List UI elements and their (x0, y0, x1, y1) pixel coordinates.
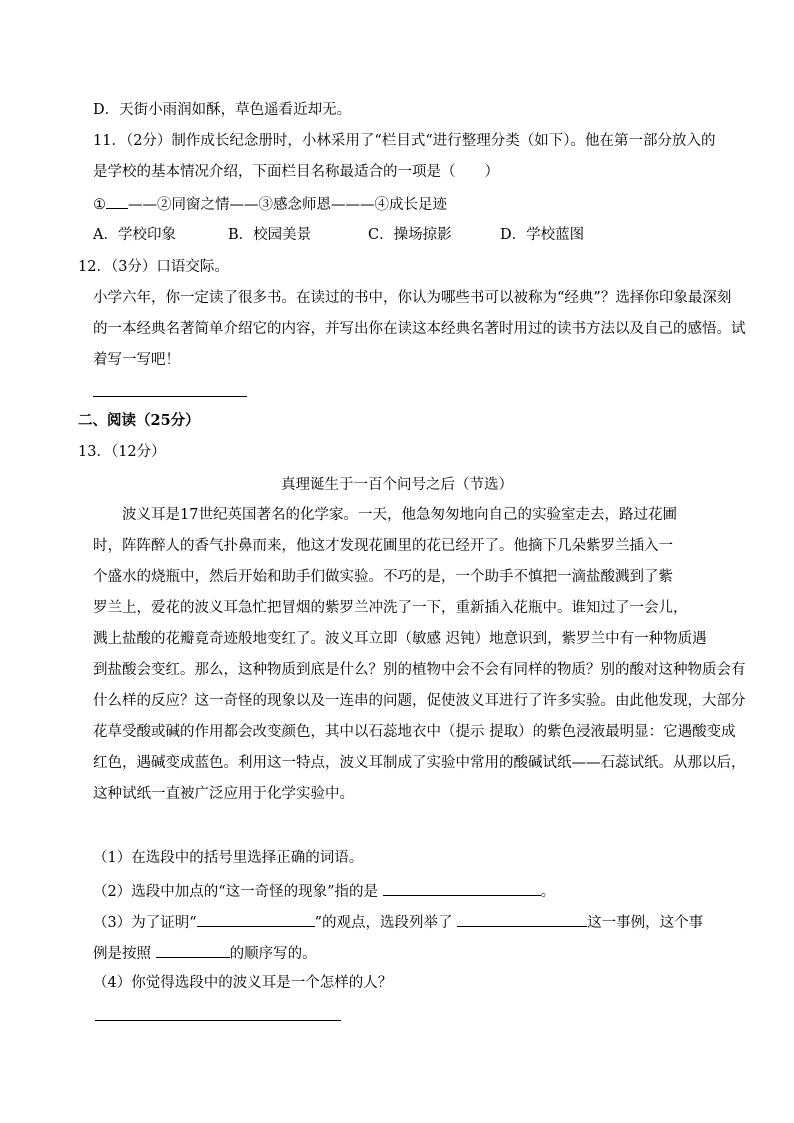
q13-sub2 (93, 880, 555, 902)
q13-sub3-example-blank[interactable] (457, 911, 587, 927)
q11-option-d[interactable]: D．学校蓝图 (500, 227, 585, 243)
q13-sub2-blank[interactable] (383, 880, 541, 896)
passage-line: 波义耳是17世纪英国著名的化学家。一天，他急匆匆地向自己的实验室走去，路过花圃 (93, 507, 677, 523)
q13-sub4-answer-line[interactable] (95, 1020, 341, 1021)
q13-header: 13．（12分） (78, 444, 166, 460)
passage-line: 溅上盐酸的花瓣竟奇迹般地变红了。波义耳立即（敏感 迟钝）地意识到，紫罗兰中有一种物质遇 (93, 631, 707, 647)
q11-stem-line1: 11．（2分）制作成长纪念册时，小林采用了“栏目式“进行整理分类（如下）。他在第一部分放入的 (93, 133, 716, 149)
q11-columns (93, 193, 447, 215)
q13-sub3-text-a: （3）为了证明“ (93, 915, 197, 931)
q12-line1: 小学六年，你一定读了很多书。在读过的书中，你认为哪些书可以被称为“经典”？选择你印象最深刻 (93, 290, 732, 306)
q11-option-b[interactable]: B．校园美景 (228, 227, 312, 243)
passage-line: 个盛水的烧瓶中，然后开始和助手们做实验。不巧的是，一个助手不慎把一滴盐酸溅到了紫 (93, 569, 673, 585)
q12-header: 12．（3分）口语交际。 (78, 259, 229, 275)
q13-sub4: （4）你觉得选段中的波义耳是一个怎样的人？ (93, 975, 393, 991)
q11-columns-rest: ——②同窗之情——③感念师恩———④成长足迹 (128, 197, 447, 213)
section2-heading: 二、阅读（25分） (78, 412, 200, 429)
q13-sub3-viewpoint-blank[interactable] (197, 911, 315, 927)
q13-sub2-text: （2）选段中加点的“这一奇怪的现象”指的是 (93, 884, 383, 900)
passage-line: 花草受酸或碱的作用都会改变颜色，其中以石蕊地衣中（提示 提取）的紫色浸液最明显：它遇酸变成 (93, 724, 736, 740)
passage-line: 到盐酸会变红。那么，这种物质到底是什么？别的植物中会不会有同样的物质？别的酸对这种物质会有 (93, 662, 746, 678)
passage-line: 什么样的反应？这一奇怪的现象以及一连串的问题，促使波义耳进行了许多实验。由此他发现，大部分 (93, 693, 746, 709)
q11-column1-blank[interactable] (106, 193, 128, 209)
q13-sub3-line2-a: 例是按照 (93, 946, 156, 962)
q12-answer-line[interactable] (93, 396, 247, 397)
q11-option-a[interactable]: A．学校印象 (93, 227, 176, 243)
q13-sub3-line2 (93, 942, 317, 964)
passage-line: 罗兰上，爱花的波义耳急忙把冒烟的紫罗兰冲洗了一下，重新插入花瓶中。谁知过了一会儿， (93, 600, 688, 616)
q12-line2: 的一本经典名著简单介绍它的内容，并写出你在读这本经典名著时用过的读书方法以及自己的感悟。试 (93, 321, 746, 337)
q11-option-c[interactable]: C．操场掠影 (368, 227, 452, 243)
q13-sub3-text-b: ”的观点，选段列举了 (314, 915, 458, 931)
q13-sub3 (93, 911, 703, 933)
passage-line: 时，阵阵醉人的香气扑鼻而来，他这才发现花圃里的花已经开了。他摘下几朵紫罗兰插入一 (93, 538, 673, 554)
passage-line: 这种试纸一直被广泛应用于化学实验中。 (93, 786, 354, 802)
q11-columns-prefix: ① (93, 197, 106, 213)
passage-line: 红色，遇碱变成蓝色。利用这一特点，波义耳制成了实验中常用的酸碱试纸——石蕊试纸。从那以后， (93, 755, 746, 771)
q10-option-d: D．天街小雨润如酥，草色遥看近却无。 (93, 102, 352, 118)
q13-sub3-line2-b: 的顺序写的。 (229, 946, 317, 962)
q12-line3: 着写一写吧！ (93, 352, 180, 368)
q13-sub3-order-blank[interactable] (156, 942, 230, 958)
passage-title: 真理诞生于一百个问号之后（节选） (281, 477, 513, 493)
q13-sub3-text-c: 这一事例，这个事 (587, 915, 704, 931)
q13-sub1: （1）在选段中的括号里选择正确的词语。 (93, 850, 364, 866)
q11-stem-line2: 是学校的基本情况介绍，下面栏目名称最适合的一项是（ ） (93, 164, 499, 180)
q13-sub2-end: 。 (540, 884, 556, 900)
